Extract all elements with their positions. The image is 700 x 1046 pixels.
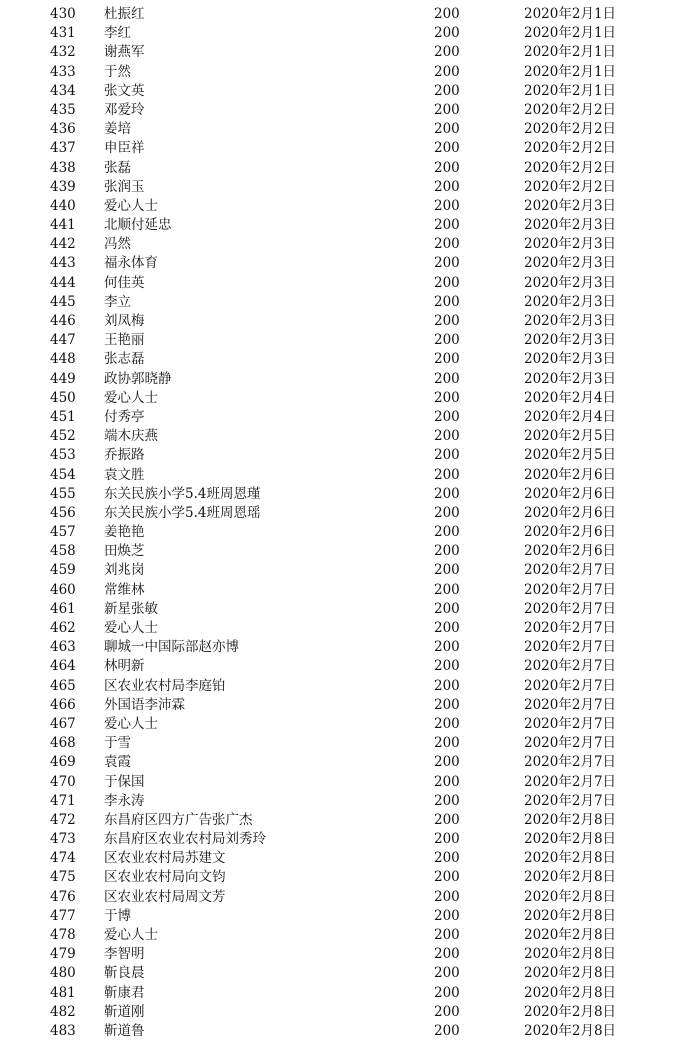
table-row (0, 907, 700, 926)
donation-date: 2020年2月7日 (524, 639, 617, 656)
donation-date: 2020年2月7日 (524, 677, 617, 694)
donation-amount: 200 (434, 543, 460, 560)
donation-amount: 200 (434, 63, 460, 80)
table-row (0, 542, 700, 561)
table-row (0, 293, 700, 312)
row-number: 449 (50, 370, 76, 387)
donation-amount: 200 (434, 869, 460, 886)
donation-date: 2020年2月2日 (524, 159, 617, 176)
donation-amount: 200 (434, 236, 460, 253)
row-number: 479 (50, 946, 76, 963)
donor-name: 爱心人士 (104, 715, 158, 732)
table-row (0, 964, 700, 983)
row-number: 463 (50, 639, 76, 656)
donation-amount: 200 (434, 351, 460, 368)
row-number: 438 (50, 159, 76, 176)
row-number: 431 (50, 25, 76, 42)
donation-date: 2020年2月7日 (524, 562, 617, 579)
table-row (0, 466, 700, 485)
donor-name: 田焕芝 (104, 543, 145, 560)
donation-date: 2020年2月3日 (524, 293, 617, 310)
donation-amount: 200 (434, 159, 460, 176)
donation-date: 2020年2月8日 (524, 984, 617, 1001)
row-number: 448 (50, 351, 76, 368)
donation-amount: 200 (434, 25, 460, 42)
table-row (0, 274, 700, 293)
table-row (0, 677, 700, 696)
donation-date: 2020年2月7日 (524, 773, 617, 790)
table-row (0, 753, 700, 772)
donation-date: 2020年2月7日 (524, 792, 617, 809)
donation-date: 2020年2月6日 (524, 504, 617, 521)
donation-amount: 200 (434, 811, 460, 828)
row-number: 468 (50, 735, 76, 752)
donor-name: 袁霞 (104, 754, 131, 771)
donation-amount: 200 (434, 197, 460, 214)
row-number: 462 (50, 620, 76, 636)
row-number: 465 (50, 677, 76, 694)
table-row (0, 5, 700, 24)
row-number: 446 (50, 313, 76, 329)
donation-amount: 200 (434, 907, 460, 924)
donation-amount: 200 (434, 735, 460, 752)
donation-amount: 200 (434, 255, 460, 272)
table-row (0, 370, 700, 389)
row-number: 459 (50, 562, 76, 579)
table-row (0, 773, 700, 792)
donation-amount: 200 (434, 581, 460, 598)
donation-amount: 200 (434, 274, 460, 291)
donor-name: 付秀亭 (104, 408, 145, 425)
donor-name: 李智明 (104, 946, 145, 963)
donor-name: 于然 (104, 63, 131, 80)
row-number: 452 (50, 428, 76, 445)
row-number: 483 (50, 1022, 76, 1039)
donation-date: 2020年2月7日 (524, 754, 617, 771)
donor-name: 爱心人士 (104, 197, 158, 214)
row-number: 472 (50, 811, 76, 828)
donor-name: 东关民族小学5.4班周恩瑶 (104, 504, 261, 521)
table-row (0, 427, 700, 446)
row-number: 467 (50, 715, 76, 732)
donation-date: 2020年2月1日 (524, 63, 617, 80)
donation-date: 2020年2月6日 (524, 524, 617, 541)
row-number: 442 (50, 236, 76, 253)
row-number: 443 (50, 255, 76, 272)
donor-name: 聊城一中国际部赵亦博 (104, 639, 239, 656)
donation-date: 2020年2月8日 (524, 869, 617, 886)
row-number: 441 (50, 217, 76, 234)
row-number: 456 (50, 504, 76, 521)
donation-date: 2020年2月7日 (524, 581, 617, 598)
donation-amount: 200 (434, 428, 460, 445)
row-number: 460 (50, 581, 76, 598)
donation-amount: 200 (434, 466, 460, 483)
donor-name: 爱心人士 (104, 927, 158, 943)
donation-amount: 200 (434, 965, 460, 982)
donor-name: 张润玉 (104, 178, 145, 195)
donation-amount: 200 (434, 504, 460, 521)
donation-date: 2020年2月5日 (524, 428, 617, 445)
table-row (0, 216, 700, 235)
donor-name: 乔振路 (104, 447, 145, 464)
row-number: 453 (50, 447, 76, 464)
donor-name: 姜培 (104, 121, 131, 138)
table-row (0, 523, 700, 542)
donor-name: 林明新 (104, 658, 145, 675)
table-row (0, 446, 700, 465)
row-number: 466 (50, 696, 76, 713)
row-number: 451 (50, 408, 76, 425)
row-number: 437 (50, 140, 76, 157)
table-row (0, 159, 700, 178)
table-row (0, 830, 700, 849)
donation-amount: 200 (434, 773, 460, 790)
donation-date: 2020年2月7日 (524, 715, 617, 732)
donation-date: 2020年2月3日 (524, 351, 617, 368)
row-number: 458 (50, 543, 76, 560)
table-row (0, 561, 700, 580)
donor-name: 于雪 (104, 735, 131, 752)
donor-name: 靳道刚 (104, 1003, 145, 1020)
table-row (0, 254, 700, 273)
row-number: 470 (50, 773, 76, 790)
donor-name: 于博 (104, 907, 131, 924)
donor-name: 政协郭晓静 (104, 370, 172, 387)
donation-date: 2020年2月3日 (524, 197, 617, 214)
table-row (0, 389, 700, 408)
donation-date: 2020年2月1日 (524, 82, 617, 99)
donation-date: 2020年2月3日 (524, 255, 617, 272)
donor-name: 申臣祥 (104, 140, 145, 157)
donation-date: 2020年2月6日 (524, 485, 617, 502)
donation-amount: 200 (434, 715, 460, 732)
donation-date: 2020年2月8日 (524, 907, 617, 924)
donation-date: 2020年2月8日 (524, 831, 617, 848)
row-number: 436 (50, 121, 76, 138)
table-row (0, 1003, 700, 1022)
donor-name: 李永涛 (104, 792, 145, 809)
row-number: 440 (50, 197, 76, 214)
donation-date: 2020年2月7日 (524, 600, 617, 617)
donor-name: 李立 (104, 293, 131, 310)
row-number: 477 (50, 907, 76, 924)
row-number: 469 (50, 754, 76, 771)
donation-date: 2020年2月7日 (524, 658, 617, 675)
row-number: 474 (50, 850, 76, 867)
donation-amount: 200 (434, 485, 460, 502)
donation-amount: 200 (434, 332, 460, 349)
row-number: 435 (50, 101, 76, 118)
donation-amount: 200 (434, 562, 460, 579)
donor-name: 于保国 (104, 773, 145, 790)
donation-date: 2020年2月3日 (524, 236, 617, 253)
donation-date: 2020年2月4日 (524, 408, 617, 425)
row-number: 444 (50, 274, 76, 291)
row-number: 464 (50, 658, 76, 675)
donation-date: 2020年2月8日 (524, 850, 617, 867)
donation-amount: 200 (434, 850, 460, 867)
row-number: 471 (50, 792, 76, 809)
donation-amount: 200 (434, 754, 460, 771)
donation-date: 2020年2月6日 (524, 543, 617, 560)
table-row (0, 63, 700, 82)
donor-name: 袁文胜 (104, 466, 145, 483)
table-row (0, 350, 700, 369)
donation-amount: 200 (434, 82, 460, 99)
table-row (0, 120, 700, 139)
row-number: 482 (50, 1003, 76, 1020)
row-number: 454 (50, 466, 76, 483)
row-number: 473 (50, 831, 76, 848)
donation-date: 2020年2月8日 (524, 811, 617, 828)
donor-name: 爱心人士 (104, 620, 158, 636)
donation-amount: 200 (434, 313, 460, 329)
row-number: 447 (50, 332, 76, 349)
donation-amount: 200 (434, 639, 460, 656)
donation-amount: 200 (434, 792, 460, 809)
table-row (0, 312, 700, 331)
donation-list-table (0, 5, 700, 1041)
donor-name: 靳道鲁 (104, 1022, 145, 1039)
table-row (0, 811, 700, 830)
donor-name: 新星张敏 (104, 600, 158, 617)
row-number: 430 (50, 6, 76, 22)
donor-name: 谢燕军 (104, 44, 145, 61)
donation-date: 2020年2月2日 (524, 140, 617, 157)
table-row (0, 1022, 700, 1041)
table-row (0, 235, 700, 254)
donor-name: 外国语李沛霖 (104, 696, 185, 713)
donor-name: 东昌府区农业农村局刘秀玲 (104, 831, 266, 848)
donation-amount: 200 (434, 620, 460, 636)
donor-name: 姜艳艳 (104, 524, 145, 541)
donor-name: 常维林 (104, 581, 145, 598)
table-row (0, 82, 700, 101)
table-row (0, 715, 700, 734)
donation-amount: 200 (434, 293, 460, 310)
table-row (0, 926, 700, 945)
donation-amount: 200 (434, 389, 460, 406)
row-number: 475 (50, 869, 76, 886)
row-number: 432 (50, 44, 76, 61)
donation-amount: 200 (434, 927, 460, 943)
donor-name: 靳康君 (104, 984, 145, 1001)
donor-name: 区农业农村局李庭铂 (104, 677, 226, 694)
donation-amount: 200 (434, 524, 460, 541)
row-number: 481 (50, 984, 76, 1001)
donation-date: 2020年2月7日 (524, 620, 617, 636)
donation-date: 2020年2月6日 (524, 466, 617, 483)
table-row (0, 197, 700, 216)
donation-date: 2020年2月5日 (524, 447, 617, 464)
donation-amount: 200 (434, 140, 460, 157)
donor-name: 张志磊 (104, 351, 145, 368)
table-row (0, 485, 700, 504)
table-row (0, 868, 700, 887)
donation-date: 2020年2月7日 (524, 735, 617, 752)
donor-name: 冯然 (104, 236, 131, 253)
donation-date: 2020年2月2日 (524, 101, 617, 118)
donation-date: 2020年2月2日 (524, 178, 617, 195)
donation-date: 2020年2月8日 (524, 927, 617, 943)
donation-amount: 200 (434, 447, 460, 464)
donor-name: 福永体育 (104, 255, 158, 272)
donation-amount: 200 (434, 658, 460, 675)
table-row (0, 888, 700, 907)
table-row (0, 101, 700, 120)
row-number: 480 (50, 965, 76, 982)
donation-amount: 200 (434, 888, 460, 905)
donation-date: 2020年2月1日 (524, 44, 617, 61)
donor-name: 何佳英 (104, 274, 145, 291)
donor-name: 区农业农村局周文芳 (104, 888, 226, 905)
donation-amount: 200 (434, 6, 460, 22)
table-row (0, 43, 700, 62)
donation-amount: 200 (434, 178, 460, 195)
donation-amount: 200 (434, 696, 460, 713)
table-row (0, 984, 700, 1003)
table-row (0, 178, 700, 197)
donor-name: 张文英 (104, 82, 145, 99)
table-row (0, 24, 700, 43)
donation-date: 2020年2月8日 (524, 1003, 617, 1020)
donation-amount: 200 (434, 600, 460, 617)
donor-name: 靳良晨 (104, 965, 145, 982)
row-number: 433 (50, 63, 76, 80)
donor-name: 北顺付延忠 (104, 217, 172, 234)
row-number: 455 (50, 485, 76, 502)
table-row (0, 408, 700, 427)
row-number: 439 (50, 178, 76, 195)
donor-name: 邓爱玲 (104, 101, 145, 118)
donation-amount: 200 (434, 101, 460, 118)
table-row (0, 945, 700, 964)
donation-date: 2020年2月3日 (524, 313, 617, 329)
donation-date: 2020年2月3日 (524, 217, 617, 234)
donation-date: 2020年2月3日 (524, 370, 617, 387)
row-number: 461 (50, 600, 76, 617)
donation-amount: 200 (434, 984, 460, 1001)
donation-date: 2020年2月8日 (524, 946, 617, 963)
row-number: 478 (50, 927, 76, 943)
donor-name: 区农业农村局向文钧 (104, 869, 226, 886)
donation-amount: 200 (434, 217, 460, 234)
table-row (0, 600, 700, 619)
donor-name: 张磊 (104, 159, 131, 176)
donor-name: 刘兆岗 (104, 562, 145, 579)
table-row (0, 849, 700, 868)
row-number: 450 (50, 389, 76, 406)
donation-date: 2020年2月2日 (524, 121, 617, 138)
donor-name: 王艳丽 (104, 332, 145, 349)
donation-date: 2020年2月1日 (524, 6, 617, 22)
row-number: 476 (50, 888, 76, 905)
table-row (0, 638, 700, 657)
table-row (0, 792, 700, 811)
donor-name: 东关民族小学5.4班周恩瑾 (104, 485, 261, 502)
row-number: 445 (50, 293, 76, 310)
row-number: 457 (50, 524, 76, 541)
table-row (0, 331, 700, 350)
donation-amount: 200 (434, 946, 460, 963)
donation-date: 2020年2月3日 (524, 332, 617, 349)
table-row (0, 504, 700, 523)
donation-date: 2020年2月3日 (524, 274, 617, 291)
donor-name: 刘凤梅 (104, 313, 145, 329)
donation-amount: 200 (434, 370, 460, 387)
table-row (0, 619, 700, 638)
donation-amount: 200 (434, 1003, 460, 1020)
donation-date: 2020年2月8日 (524, 965, 617, 982)
donor-name: 爱心人士 (104, 389, 158, 406)
donation-date: 2020年2月7日 (524, 696, 617, 713)
donation-amount: 200 (434, 44, 460, 61)
donation-date: 2020年2月4日 (524, 389, 617, 406)
donation-amount: 200 (434, 408, 460, 425)
table-row (0, 657, 700, 676)
donor-name: 李红 (104, 25, 131, 42)
table-row (0, 581, 700, 600)
table-row (0, 696, 700, 715)
donation-amount: 200 (434, 121, 460, 138)
donor-name: 杜振红 (104, 6, 145, 22)
table-row (0, 139, 700, 158)
donation-date: 2020年2月8日 (524, 1022, 617, 1039)
donor-name: 端木庆燕 (104, 428, 158, 445)
donor-name: 区农业农村局苏建文 (104, 850, 226, 867)
donation-amount: 200 (434, 677, 460, 694)
donation-amount: 200 (434, 831, 460, 848)
row-number: 434 (50, 82, 76, 99)
donation-date: 2020年2月1日 (524, 25, 617, 42)
donor-name: 东昌府区四方广告张广杰 (104, 811, 253, 828)
donation-date: 2020年2月8日 (524, 888, 617, 905)
donation-amount: 200 (434, 1022, 460, 1039)
table-row (0, 734, 700, 753)
